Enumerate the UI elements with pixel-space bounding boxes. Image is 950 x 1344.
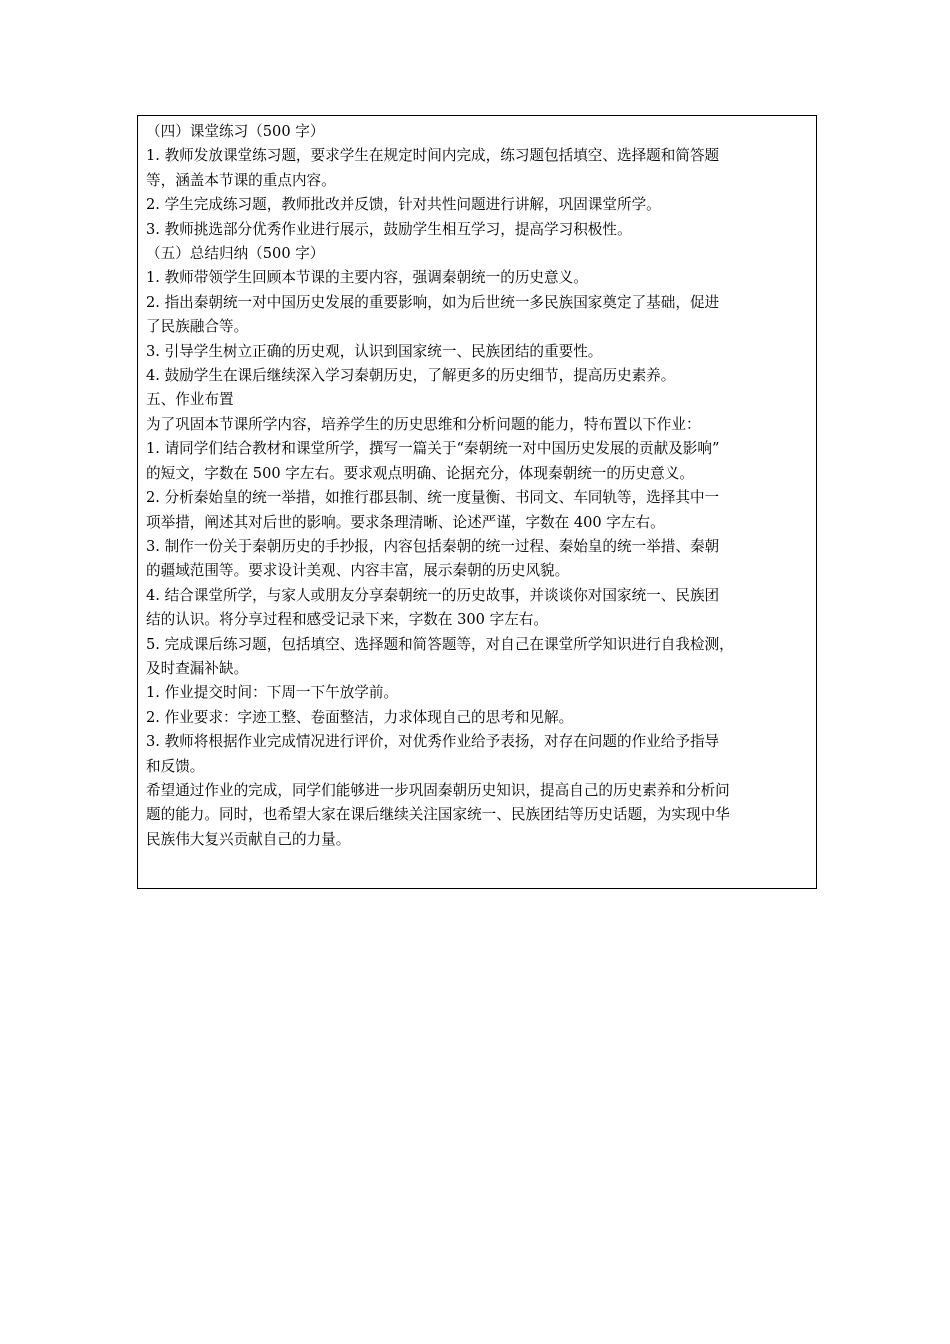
paragraph-line: 及时查漏补缺。 — [146, 659, 249, 677]
paragraph-line: 5. 完成课后练习题，包括填空、选择题和简答题等，对自己在课堂所学知识进行自我检测， — [146, 635, 734, 653]
paragraph-line: 希望通过作业的完成，同学们能够进一步巩固秦朝历史知识，提高自己的历史素养和分析问 — [146, 781, 730, 799]
paragraph-line: 3. 引导学生树立正确的历史观，认识到国家统一、民族团结的重要性。 — [146, 342, 603, 360]
paragraph-line: 2. 学生完成练习题，教师批改并反馈，针对共性问题进行讲解，巩固课堂所学。 — [146, 196, 661, 214]
section-heading-classroom-practice: （四）课堂练习（500 字） — [146, 123, 325, 140]
paragraph-line: 3. 教师挑选部分优秀作业进行展示，鼓励学生相互学习，提高学习积极性。 — [146, 220, 632, 238]
section-heading-homework: 五、作业布置 — [146, 391, 234, 409]
paragraph-line: 等，涵盖本节课的重点内容。 — [146, 171, 336, 189]
paragraph-line: 和反馈。 — [146, 757, 205, 775]
paragraph-line: 了民族融合等。 — [146, 318, 249, 336]
paragraph-line: 4. 结合课堂所学，与家人或朋友分享秦朝统一的历史故事，并谈谈你对国家统一、民族团 — [146, 586, 720, 604]
paragraph-line: 1. 教师发放课堂练习题，要求学生在规定时间内完成，练习题包括填空、选择题和简答题 — [146, 147, 720, 165]
section-heading-summary: （五）总结归纳（500 字） — [146, 245, 325, 263]
paragraph-line: 民族伟大复兴贡献自己的力量。 — [146, 830, 351, 848]
paragraph-line: 的短文，字数在 500 字左右。要求观点明确、论据充分，体现秦朝统一的历史意义。 — [146, 464, 694, 482]
content-table-cell — [137, 115, 817, 889]
paragraph-line: 为了巩固本节课所学内容，培养学生的历史思维和分析问题的能力，特布置以下作业： — [146, 415, 701, 433]
paragraph-line: 2. 指出秦朝统一对中国历史发展的重要影响，如为后世统一多民族国家奠定了基础，促进 — [146, 293, 720, 311]
paragraph-line: 4. 鼓励学生在课后继续深入学习秦朝历史，了解更多的历史细节，提高历史素养。 — [146, 367, 676, 385]
paragraph-line: 2. 分析秦始皇的统一举措，如推行郡县制、统一度量衡、书同文、车同轨等，选择其中一 — [146, 489, 720, 507]
paragraph-line: 3. 教师将根据作业完成情况进行评价，对优秀作业给予表扬，对存在问题的作业给予指导 — [146, 733, 720, 751]
paragraph-line: 题的能力。同时，也希望大家在课后继续关注国家统一、民族团结等历史话题，为实现中华 — [146, 806, 730, 824]
paragraph-line: 1. 请同学们结合教材和课堂所学，撰写一篇关于“秦朝统一对中国历史发展的贡献及影响” — [146, 440, 720, 458]
paragraph-line: 的疆域范围等。要求设计美观、内容丰富，展示秦朝的历史风貌。 — [146, 562, 570, 580]
paragraph-line: 结的认识。将分享过程和感受记录下来，字数在 300 字左右。 — [146, 611, 548, 629]
paragraph-line: 1. 教师带领学生回顾本节课的主要内容，强调秦朝统一的历史意义。 — [146, 269, 588, 287]
paragraph-line: 1. 作业提交时间：下周一下午放学前。 — [146, 684, 399, 702]
paragraph-line: 3. 制作一份关于秦朝历史的手抄报，内容包括秦朝的统一过程、秦始皇的统一举措、秦朝 — [146, 537, 720, 555]
paragraph-line: 项举措，阐述其对后世的影响。要求条理清晰、论述严谨，字数在 400 字左右。 — [146, 513, 665, 531]
paragraph-line: 2. 作业要求：字迹工整、卷面整洁，力求体现自己的思考和见解。 — [146, 708, 574, 726]
